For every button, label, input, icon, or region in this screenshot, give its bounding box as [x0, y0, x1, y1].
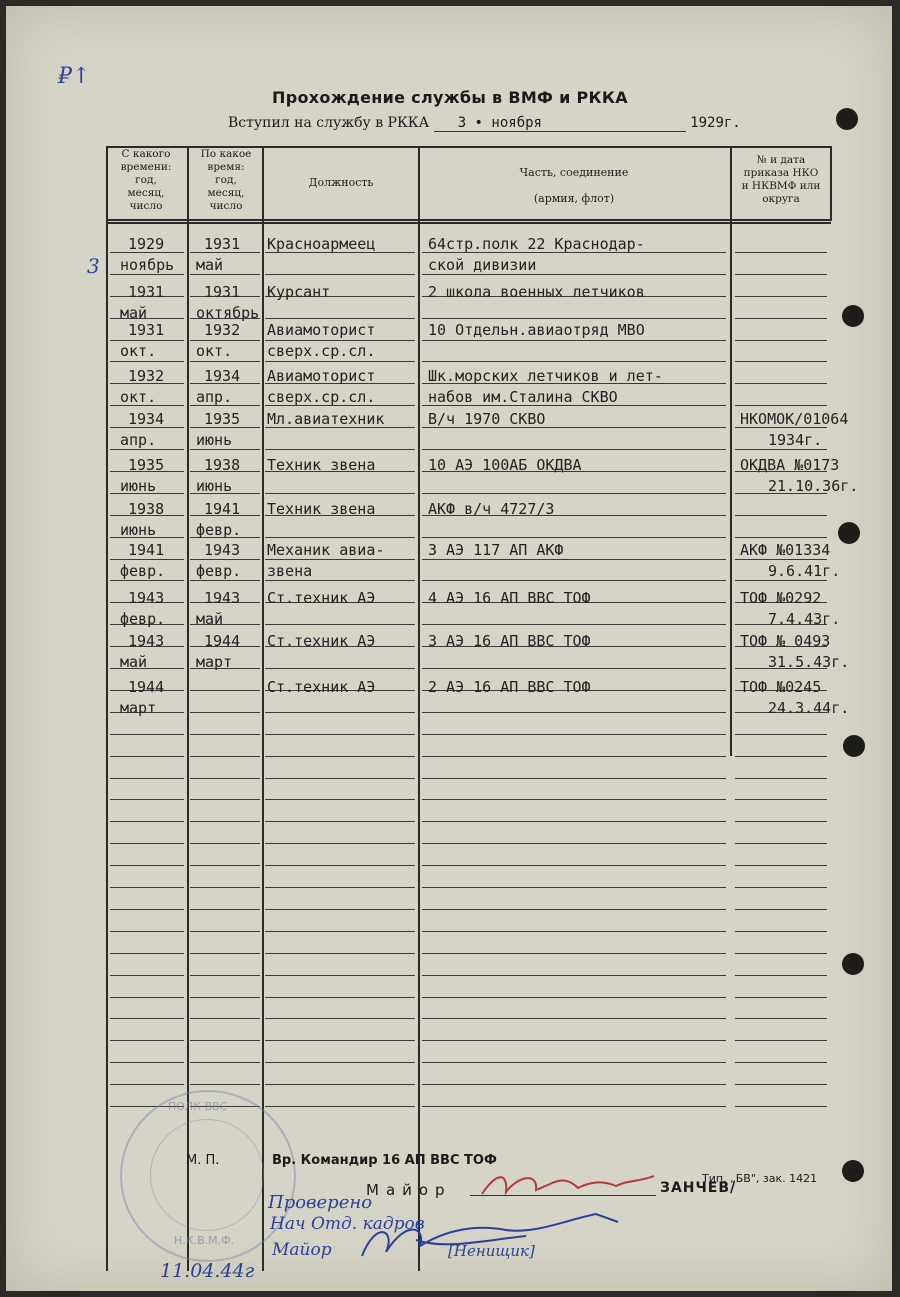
ruled-line — [110, 340, 184, 341]
ruled-line — [422, 756, 726, 757]
row-4-unit: набов им.Сталина СКВО — [428, 388, 618, 406]
punch-hole — [838, 522, 860, 544]
ruled-line — [265, 865, 415, 866]
header-to-line: месяц, — [207, 187, 245, 199]
ruled-line — [735, 1106, 827, 1107]
ruled-line — [735, 340, 827, 341]
row-7-position: Техник звена — [267, 500, 376, 518]
service-start-date: 3 • ноября — [434, 115, 686, 132]
row-1-to: 1931 — [204, 235, 241, 253]
punch-hole — [842, 1160, 864, 1182]
ruled-line — [265, 909, 415, 910]
ruled-line — [110, 953, 184, 954]
ruled-line — [735, 909, 827, 910]
ruled-line — [265, 712, 415, 713]
ruled-line — [422, 318, 726, 319]
ruled-line — [110, 997, 184, 998]
ruled-line — [735, 975, 827, 976]
ruled-line — [735, 756, 827, 757]
ruled-line — [190, 580, 260, 581]
row-7-from: июнь — [120, 521, 157, 539]
row-6-from: июнь — [120, 477, 157, 495]
row-8-to: февр. — [196, 562, 242, 580]
row-9-order: 7.4.43г. — [768, 610, 841, 628]
table-header-border — [106, 222, 831, 224]
header-to-line: По какое — [200, 148, 252, 160]
ruled-line — [422, 997, 726, 998]
header-from — [108, 148, 184, 213]
ruled-line — [735, 1018, 827, 1019]
ruled-line — [422, 274, 726, 275]
row-11-unit: 2 АЭ 16 АП ВВС ТОФ — [428, 678, 591, 696]
ruled-line — [422, 559, 726, 560]
ruled-line — [422, 449, 726, 450]
row-10-position: Ст.техник АЭ — [267, 632, 376, 650]
ruled-line — [265, 734, 415, 735]
row-1-position: Красноармеец — [267, 235, 376, 253]
checker-signature-stroke — [362, 1214, 618, 1256]
row-6-unit: 10 АЭ 100АБ ОКДВА — [428, 456, 582, 474]
handwritten-name-text: Ненищик — [453, 1242, 529, 1260]
ruled-line — [422, 865, 726, 866]
row-9-to: май — [196, 610, 224, 628]
ruled-line — [735, 1062, 827, 1063]
ruled-line — [190, 274, 260, 275]
row-5-from: апр. — [120, 431, 157, 449]
page-title: Прохождение службы в ВМФ и РККА — [272, 88, 628, 107]
punch-hole — [842, 305, 864, 327]
header-order-line: округа — [762, 193, 800, 205]
row-2-to: октябрь — [196, 304, 260, 322]
ruled-line — [422, 799, 726, 800]
header-position: Должность — [308, 176, 374, 189]
handwritten-date: 11.04.44г — [160, 1260, 255, 1282]
row-9-from: февр. — [120, 610, 166, 628]
header-unit-line: (армия, флот) — [533, 192, 615, 205]
row-2-from: 1931 — [128, 283, 165, 301]
ruled-line — [265, 537, 415, 538]
ruled-line — [265, 1040, 415, 1041]
ruled-line — [190, 559, 260, 560]
ruled-line — [735, 405, 827, 406]
ruled-line — [190, 340, 260, 341]
ruled-line — [422, 1106, 726, 1107]
row-1-unit: 64стр.полк 22 Краснодар- — [428, 235, 645, 253]
row-10-to: 1944 — [204, 632, 241, 650]
ruled-line — [265, 559, 415, 560]
row-10-from: май — [120, 653, 148, 671]
row-1-from: ноябрь — [120, 256, 175, 274]
ruled-line — [190, 756, 260, 757]
ruled-line — [265, 756, 415, 757]
header-from-line: времени: — [120, 161, 172, 173]
row-9-from: 1943 — [128, 589, 165, 607]
ruled-line — [265, 361, 415, 362]
ruled-line — [265, 318, 415, 319]
row-5-unit: В/ч 1970 СКВО — [428, 410, 546, 428]
ruled-line — [265, 624, 415, 625]
row-8-to: 1943 — [204, 541, 241, 559]
row-8-position: звена — [267, 562, 313, 580]
ruled-line — [265, 493, 415, 494]
header-from-line: год, — [135, 174, 157, 186]
row-8-order: 9.6.41г. — [768, 562, 841, 580]
ruled-line — [735, 318, 827, 319]
ruled-line — [422, 668, 726, 669]
row-4-to: 1934 — [204, 367, 241, 385]
ruled-line — [110, 909, 184, 910]
seal-text-bottom: Н.К.В.М.Ф. — [174, 1234, 235, 1247]
ruled-line — [735, 734, 827, 735]
ruled-line — [422, 493, 726, 494]
table-column-divider — [730, 146, 732, 756]
ruled-line — [265, 821, 415, 822]
ruled-line — [190, 778, 260, 779]
ruled-line — [422, 1062, 726, 1063]
ruled-line — [110, 1084, 184, 1085]
header-from-line: месяц, — [127, 187, 165, 199]
row-3-position: Авиамоторист — [267, 321, 376, 339]
ruled-line — [735, 821, 827, 822]
printer-mark: Тип. „БВ", зак. 1421 — [702, 1172, 818, 1185]
ruled-line — [422, 931, 726, 932]
ruled-line — [190, 931, 260, 932]
header-order-line: и НКВМФ или — [741, 180, 821, 192]
ruled-line — [422, 1084, 726, 1085]
commander-signature — [478, 1166, 658, 1202]
row-7-to: февр. — [196, 521, 242, 539]
header-unit-line: Часть, соединение — [519, 166, 629, 179]
seal-inner-ring — [150, 1119, 264, 1231]
ruled-line — [735, 997, 827, 998]
commander-title: Вр. Командир 16 АП ВВС ТОФ — [272, 1153, 497, 1168]
ruled-line — [422, 1018, 726, 1019]
ruled-line — [735, 843, 827, 844]
row-3-from: 1931 — [128, 321, 165, 339]
table-column-divider — [830, 146, 832, 221]
row-10-unit: 3 АЭ 16 АП ВВС ТОФ — [428, 632, 591, 650]
ruled-line — [265, 274, 415, 275]
ruled-line — [110, 1062, 184, 1063]
row-4-from: 1932 — [128, 367, 165, 385]
ruled-line — [735, 537, 827, 538]
row-10-order: 31.5.43г. — [768, 653, 850, 671]
punch-hole — [843, 735, 865, 757]
row-4-to: апр. — [196, 388, 233, 406]
ruled-line — [190, 690, 260, 691]
ruled-line — [265, 887, 415, 888]
row-3-from: окт. — [120, 342, 157, 360]
row-6-to: 1938 — [204, 456, 241, 474]
ruled-line — [735, 778, 827, 779]
ruled-line — [265, 1084, 415, 1085]
ruled-line — [422, 778, 726, 779]
ruled-line — [265, 340, 415, 341]
row-10-from: 1943 — [128, 632, 165, 650]
ruled-line — [110, 274, 184, 275]
row-11-from: март — [120, 699, 157, 717]
row-5-to: 1935 — [204, 410, 241, 428]
handwritten-rank: Майор — [272, 1240, 332, 1260]
ruled-line — [190, 1040, 260, 1041]
ruled-line — [110, 361, 184, 362]
punch-hole — [836, 108, 858, 130]
row-11-order: ТОФ №0245 — [740, 678, 822, 696]
row-5-to: июнь — [196, 431, 233, 449]
ruled-line — [190, 449, 260, 450]
ruled-line — [265, 580, 415, 581]
row-3-to: 1932 — [204, 321, 241, 339]
header-from-line: С какого — [121, 148, 171, 160]
row-2-unit: 2 школа военных летчиков — [428, 283, 645, 301]
row-7-from: 1938 — [128, 500, 165, 518]
row-3-to: окт. — [196, 342, 233, 360]
header-unit — [418, 160, 730, 212]
table-header-border — [106, 219, 831, 221]
row-9-position: Ст.техник АЭ — [267, 589, 376, 607]
ruled-line — [190, 734, 260, 735]
row-8-order: АКФ №01334 — [740, 541, 831, 559]
row-1-to: май — [196, 256, 224, 274]
ruled-line — [735, 296, 827, 297]
ruled-line — [422, 734, 726, 735]
ruled-line — [190, 865, 260, 866]
row-2-position: Курсант — [267, 283, 331, 301]
row-4-from: окт. — [120, 388, 157, 406]
ruled-line — [422, 1040, 726, 1041]
row-3-unit: 10 Отдельн.авиаотряд МВО — [428, 321, 645, 339]
corner-mark: ₽↑ — [58, 64, 91, 89]
row-6-order: 21.10.36г. — [768, 477, 859, 495]
ruled-line — [190, 909, 260, 910]
ruled-line — [190, 1062, 260, 1063]
ruled-line — [110, 931, 184, 932]
ruled-line — [265, 1062, 415, 1063]
row-10-to: март — [196, 653, 233, 671]
checker-signature — [356, 1200, 626, 1270]
row-11-position: Ст.техник АЭ — [267, 678, 376, 696]
ruled-line — [735, 1084, 827, 1085]
ruled-line — [265, 975, 415, 976]
commander-surname: ЗАНЧЕВ/ — [660, 1180, 737, 1196]
header-order — [732, 154, 830, 206]
row-5-position: Мл.авиатехник — [267, 410, 385, 428]
ruled-line — [735, 361, 827, 362]
ruled-line — [422, 361, 726, 362]
ruled-line — [735, 799, 827, 800]
handwritten-department: Нач Отд. кадров — [270, 1214, 425, 1234]
ruled-line — [422, 909, 726, 910]
ruled-line — [735, 953, 827, 954]
ruled-line — [735, 865, 827, 866]
ruled-line — [422, 624, 726, 625]
ruled-line — [265, 1106, 415, 1107]
row-6-to: июнь — [196, 477, 233, 495]
ruled-line — [110, 821, 184, 822]
row-10-order: ТОФ № 0493 — [740, 632, 831, 650]
handwritten-name: [Ненищик] — [448, 1242, 535, 1260]
ruled-line — [735, 580, 827, 581]
ruled-line — [110, 449, 184, 450]
row-9-to: 1943 — [204, 589, 241, 607]
ruled-line — [735, 887, 827, 888]
row-5-order: 1934г. — [768, 431, 823, 449]
ruled-line — [190, 1018, 260, 1019]
official-seal — [120, 1090, 296, 1262]
ruled-line — [110, 1040, 184, 1041]
row-1-unit: ской дивизии — [428, 256, 537, 274]
ruled-line — [190, 821, 260, 822]
table-column-divider — [106, 146, 108, 1271]
ruled-line — [422, 537, 726, 538]
ruled-line — [265, 843, 415, 844]
row-6-from: 1935 — [128, 456, 165, 474]
ruled-line — [190, 799, 260, 800]
ruled-line — [110, 778, 184, 779]
row-11-order: 24.3.44г. — [768, 699, 850, 717]
row-7-to: 1941 — [204, 500, 241, 518]
row-2-to: 1931 — [204, 283, 241, 301]
ruled-line — [265, 997, 415, 998]
ruled-line — [422, 953, 726, 954]
ruled-line — [265, 668, 415, 669]
row-2-from: май — [120, 304, 148, 322]
header-to-line: год, — [215, 174, 237, 186]
header-to-line: время: — [207, 161, 245, 173]
ruled-line — [422, 580, 726, 581]
row-5-order: НКОМОК/01064 — [740, 410, 849, 428]
ruled-line — [265, 931, 415, 932]
ruled-line — [265, 1018, 415, 1019]
row-4-position: Авиамоторист — [267, 367, 376, 385]
table-column-divider — [418, 146, 420, 1271]
seal-text-top: ПОЛК ВВС — [168, 1100, 228, 1113]
ruled-line — [110, 734, 184, 735]
ruled-line — [735, 1040, 827, 1041]
ruled-line — [265, 778, 415, 779]
header-order-line: приказа НКО — [743, 167, 819, 179]
ruled-line — [110, 756, 184, 757]
row-7-unit: АКФ в/ч 4727/3 — [428, 500, 555, 518]
ruled-line — [735, 274, 827, 275]
row-6-order: ОКДВА №0173 — [740, 456, 840, 474]
rank-label: Майор — [366, 1181, 452, 1199]
ruled-line — [190, 1084, 260, 1085]
row-3-position: сверх.ср.сл. — [267, 342, 376, 360]
ruled-line — [110, 580, 184, 581]
row-8-position: Механик авиа- — [267, 541, 385, 559]
row-1-from: 1929 — [128, 235, 165, 253]
ruled-line — [110, 1018, 184, 1019]
table-column-divider — [262, 146, 264, 1271]
ruled-line — [735, 449, 827, 450]
ruled-line — [110, 559, 184, 560]
ruled-line — [735, 383, 827, 384]
row-5-from: 1934 — [128, 410, 165, 428]
row-9-order: ТОФ №0292 — [740, 589, 822, 607]
ruled-line — [110, 799, 184, 800]
row-8-from: 1941 — [128, 541, 165, 559]
row-8-unit: 3 АЭ 117 АП АКФ — [428, 541, 564, 559]
signature-stroke — [482, 1176, 654, 1194]
header-from-line: число — [129, 200, 163, 212]
header-order-line: № и дата — [756, 154, 806, 166]
ruled-line — [422, 843, 726, 844]
ruled-line — [110, 887, 184, 888]
ruled-line — [265, 449, 415, 450]
ruled-line — [110, 975, 184, 976]
ruled-line — [422, 340, 726, 341]
ruled-line — [190, 361, 260, 362]
row-6-position: Техник звена — [267, 456, 376, 474]
ruled-line — [422, 712, 726, 713]
header-to — [190, 148, 262, 213]
ruled-line — [735, 252, 827, 253]
ruled-line — [735, 931, 827, 932]
ruled-line — [190, 975, 260, 976]
service-start-year: 1929г. — [690, 115, 741, 131]
handwritten-checked: Проверено — [268, 1192, 373, 1213]
row-11-from: 1944 — [128, 678, 165, 696]
service-start-label: Вступил на службу в РККА — [228, 115, 430, 131]
ruled-line — [422, 975, 726, 976]
ruled-line — [110, 865, 184, 866]
row-4-position: сверх.ср.сл. — [267, 388, 376, 406]
ruled-line — [265, 799, 415, 800]
ruled-line — [190, 887, 260, 888]
row-8-from: февр. — [120, 562, 166, 580]
ruled-line — [422, 821, 726, 822]
row-4-unit: Шк.морских летчиков и лет- — [428, 367, 663, 385]
seal-place-label: М. П. — [186, 1153, 220, 1168]
ruled-line — [422, 887, 726, 888]
handwritten-day: 3 — [87, 254, 100, 278]
ruled-line — [110, 843, 184, 844]
ruled-line — [265, 953, 415, 954]
service-start-line — [228, 115, 741, 132]
header-to-line: число — [209, 200, 243, 212]
punch-hole — [842, 953, 864, 975]
ruled-line — [735, 559, 827, 560]
ruled-line — [190, 953, 260, 954]
ruled-line — [190, 997, 260, 998]
ruled-line — [190, 712, 260, 713]
ruled-line — [735, 515, 827, 516]
row-9-unit: 4 АЭ 16 АП ВВС ТОФ — [428, 589, 591, 607]
ruled-line — [190, 843, 260, 844]
